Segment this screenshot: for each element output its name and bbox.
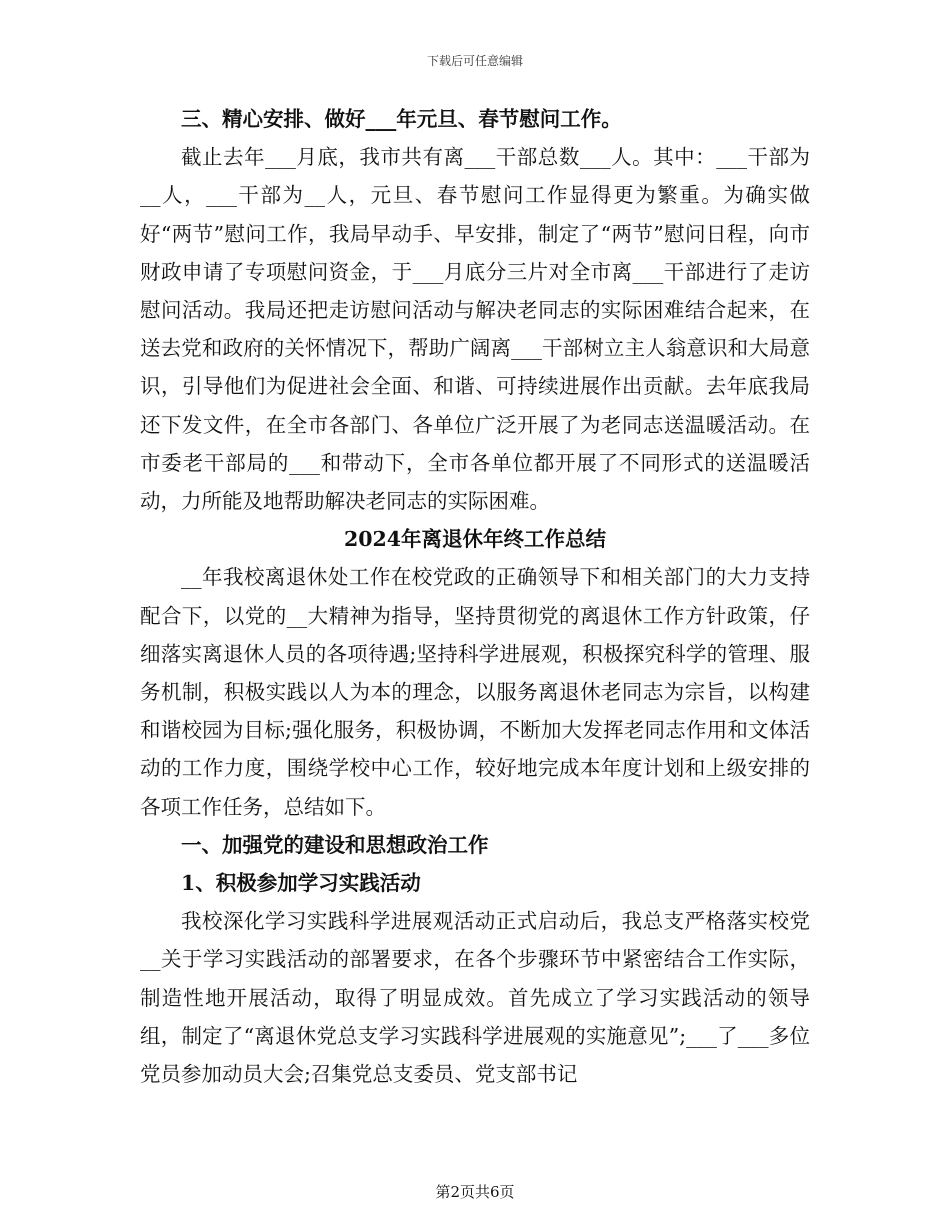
paragraph-study: 我校深化学习实践科学进展观活动正式启动后，我总支严格落实校党__关于学习实践活动的部署要求，在各个步骤环节中紧密结合工作实际，制造性地开展活动，取得了明显成效。首先成立了学习实践活动的领导组，制定了“离退休党总支学习实践科学进展观的实施意见”;___了___多位党员参加动员大会;召集党总支委员、党支部书记	[140, 909, 810, 1087]
paragraph-intro: __年我校离退休处工作在校党政的正确领导下和相关部门的大力支持配合下，以党的__大精神为指导，坚持贯彻党的离退休工作方针政策，仔细落实离退休人员的各项待遇;坚持科学进展观，积极探究科学的管理、服务机制，积极实践以人为本的理念，以服务离退休老同志为宗旨，以构建和谐校园为目标;强化服务，积极协调，不断加大发挥老同志作用和文体活动的工作力度，围绕学校中心工作，较好地完成本年度计划和上级安排的各项工作任务，总结如下。	[140, 565, 810, 819]
document-body	[140, 100, 810, 1093]
section-heading-1: 一、加强党的建设和思想政治工作	[181, 832, 489, 857]
page-footer: 第2页共6页	[435, 1183, 515, 1201]
section-heading-3: 三、精心安排、做好___年元旦、春节慰问工作。	[181, 107, 622, 131]
paragraph-condolence: 截止去年___月底，我市共有离___干部总数___人。其中：___干部为__人，___干部为__人，元旦、春节慰问工作显得更为繁重。为确实做好“两节”慰问工作，我局早动手、早安排，制定了“两节”慰问日程，向市财政申请了专项慰问资金，于___月底分三片对全市离___干部进行了走访慰问活动。我局还把走访慰问活动与解决老同志的实际困难结合起来，在送去党和政府的关怀情况下，帮助广阔离___干部树立主人翁意识和大局意识，引导他们为促进社会全面、和谐、可持续进展作出贡献。去年底我局还下发文件，在全市各部门、各单位广泛开展了为老同志送温暖活动。在市委老干部局的___和带动下，全市各单位都开展了不同形式的送温暖活动，力所能及地帮助解决老同志的实际困难。	[140, 145, 810, 514]
page-header: 下载后可任意编辑	[426, 54, 523, 68]
document-title: 2024年离退休年终工作总结	[343, 527, 607, 552]
subsection-heading-1: 1、积极参加学习实践活动	[181, 871, 421, 896]
